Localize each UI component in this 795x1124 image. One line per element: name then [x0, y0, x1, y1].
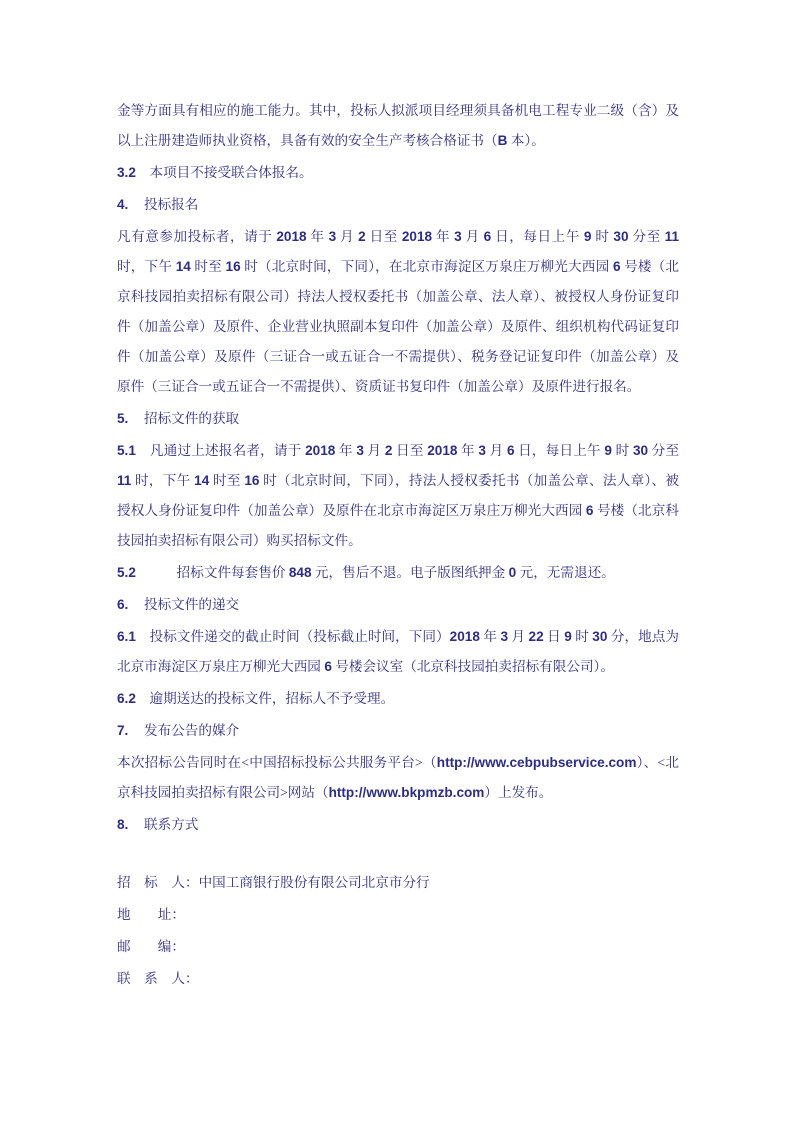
clause-5-1: 5.1 凡通过上述报名者，请于 2018 年 3 月 2 日至 2018 年 3 月 6 日，每日上午 9 时 30 分至 11 时，下午 14 时至 16 时（北京时间，下同），持法人授权委托书（加盖公章、法人章）、被授权人身份证复印件（加盖公章）及原件在北京市海淀区万泉庄万柳光大西园 6 号楼（北京科技园拍卖招标有限公司）购买招标文件。	[117, 443, 683, 548]
section-number: 7.	[117, 723, 129, 738]
contact-label: 地 址：	[117, 907, 185, 922]
section-title: 发布公告的媒介	[144, 723, 240, 738]
clause-6-2: 6.2 逾期送达的投标文件，招标人不予受理。	[117, 691, 395, 706]
contact-tenderer	[117, 868, 679, 898]
contact-postcode	[117, 932, 679, 962]
clause-3-2: 3.2 本项目不接受联合体报名。	[117, 165, 313, 180]
contact-address	[117, 900, 679, 930]
contact-person	[117, 964, 679, 994]
document-body	[117, 96, 683, 996]
clause-6-1: 6.1 投标文件递交的截止时间（投标截止时间，下同）2018 年 3 月 22 日 9 时 30 分，地点为北京市海淀区万泉庄万柳光大西园 6 号楼会议室（北京科技园拍卖招标有限公司）。	[117, 629, 680, 674]
blank-line	[117, 842, 679, 868]
section-heading-4	[117, 190, 679, 220]
section-title: 投标文件的递交	[144, 597, 240, 612]
section-heading-8	[117, 810, 679, 840]
section-number: 4.	[117, 197, 129, 212]
section-title: 联系方式	[144, 817, 199, 832]
section-heading-7	[117, 716, 679, 746]
contact-label: 招 标 人：	[117, 875, 199, 890]
paragraph-bid-registration: 凡有意参加投标者，请于 2018 年 3 月 2 日至 2018 年 3 月 6 日，每日上午 9 时 30 分至 11 时，下午 14 时至 16 时（北京时间，下同），在北京市海淀区万泉庄万柳光大西园 6 号楼（北京科技园拍卖招标有限公司）持法人授权委托书（加盖公章、法人章）、被授权人身份证复印件（加盖公章）及原件、企业营业执照副本复印件（加盖公章）及原件、组织机构代码证复印件（加盖公章）及原件（三证合一或五证合一不需提供）、税务登记证复印件（加盖公章）及原件（三证合一或五证合一不需提供）、资质证书复印件（加盖公章）及原件进行报名。	[117, 229, 683, 394]
section-title: 投标报名	[144, 197, 199, 212]
section-title: 招标文件的获取	[144, 411, 240, 426]
contact-value: 中国工商银行股份有限公司北京市分行	[198, 875, 430, 890]
paragraph-announcement-media: 本次招标公告同时在<中国招标投标公共服务平台>（http://www.cebpubservice.com）、<北京科技园拍卖招标有限公司>网站（http://www.bkpmzb.com）上发布。	[117, 755, 679, 800]
clause-5-2: 5.2 招标文件每套售价 848 元，售后不退。电子版图纸押金 0 元，无需退还。	[117, 565, 615, 580]
section-heading-5	[117, 404, 679, 434]
section-heading-6	[117, 590, 679, 620]
section-number: 8.	[117, 817, 129, 832]
contact-label: 邮 编：	[117, 939, 185, 954]
section-number: 5.	[117, 411, 129, 426]
paragraph-qualification-tail: 金等方面具有相应的施工能力。其中，投标人拟派项目经理须具备机电工程专业二级（含）及以上注册建造师执业资格，具备有效的安全生产考核合格证书（B 本）。	[117, 103, 679, 148]
section-number: 6.	[117, 597, 129, 612]
contact-label: 联 系 人：	[117, 971, 199, 986]
